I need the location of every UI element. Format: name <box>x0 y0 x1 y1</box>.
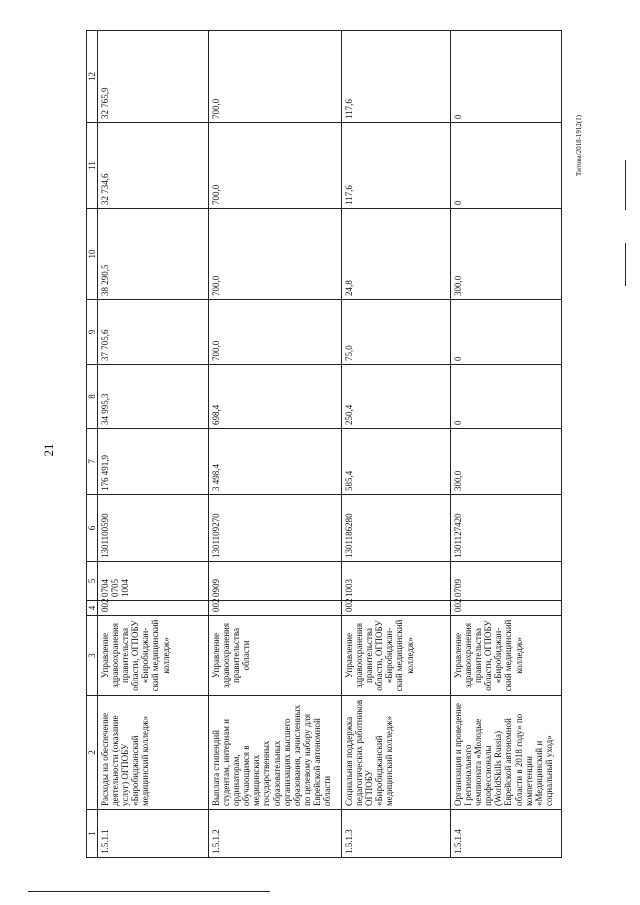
row-year-value: 250,4 <box>342 365 451 429</box>
header-cell: 7 <box>87 429 98 495</box>
row-rzpr <box>342 562 451 601</box>
row-name: Выплата стипендий студентам, интернам и ординаторам, обучающимся в медицинских государственных образовательных организациях высшего образования, зачисленных по целевому набору для Еврейской автономной области <box>209 696 342 810</box>
rzpr-code: 1004 <box>120 579 131 597</box>
header-cell: 10 <box>87 209 98 300</box>
row-number: 1.5.1.1 <box>98 810 209 858</box>
row-year-value: 700,0 <box>209 300 342 365</box>
header-cell: 3 <box>87 616 98 696</box>
row-year-value: 117,6 <box>342 123 451 209</box>
row-rzpr <box>451 562 562 601</box>
row-csr: 1301109270 <box>209 495 342 562</box>
row-year-value: 32 734,6 <box>98 123 209 209</box>
table-row <box>98 31 209 858</box>
table-row <box>342 31 451 858</box>
row-number: 1.5.1.3 <box>342 810 451 858</box>
row-number: 1.5.1.2 <box>209 810 342 858</box>
table-header-row <box>87 31 98 858</box>
rzpr-code: 1003 <box>344 579 355 597</box>
row-year-value: 75,0 <box>342 300 451 365</box>
row-name: Социальная поддержка педагогических работников ОГПОБУ «Биробиджанский медицинский колледж» <box>342 696 451 810</box>
header-cell: 1 <box>87 810 98 858</box>
header-cell: 11 <box>87 123 98 209</box>
row-grbs: 002 <box>98 601 209 616</box>
row-name: Организация и проведение I регионального чемпионата «Молодые профессионалы (WorldSkills Russia) Еврейской автономной области в 2018 году» по компетенции «Медицинский и социальный уход» <box>451 696 562 810</box>
table-frame <box>86 35 554 858</box>
page-number: 21 <box>41 443 56 457</box>
row-grbs: 002 <box>342 601 451 616</box>
footnote-rule <box>28 891 270 892</box>
row-total: 176 491,9 <box>98 429 209 495</box>
budget-table <box>86 30 562 858</box>
row-year-value: 0 <box>451 300 562 365</box>
header-cell: 12 <box>87 31 98 123</box>
header-cell: 6 <box>87 495 98 562</box>
row-csr: 1301100590 <box>98 495 209 562</box>
row-total: 3 498,4 <box>209 429 342 495</box>
row-csr: 1301127420 <box>451 495 562 562</box>
document-stamp: Титова/2018-1912(1) <box>575 114 583 176</box>
row-year-value: 700,0 <box>209 123 342 209</box>
header-cell: 4 <box>87 601 98 616</box>
row-grbs: 002 <box>451 601 562 616</box>
header-cell: 9 <box>87 300 98 365</box>
rotated-table-container <box>86 35 554 858</box>
row-name: Расходы на обеспечение деятельности (оказание услуг) ОГПОБУ «Биробиджанский медицинский колледж» <box>98 696 209 810</box>
margin-mark-lower <box>625 243 626 286</box>
rzpr-code: 0909 <box>211 579 222 597</box>
header-cell: 2 <box>87 696 98 810</box>
header-cell: 8 <box>87 365 98 429</box>
table-row <box>451 31 562 858</box>
row-year-value: 24,8 <box>342 209 451 300</box>
rzpr-code: 0705 <box>110 579 121 597</box>
row-year-value: 37 705,6 <box>98 300 209 365</box>
row-year-value: 698,4 <box>209 365 342 429</box>
row-year-value: 0 <box>451 31 562 123</box>
row-rzpr <box>98 562 209 601</box>
row-grbs: 002 <box>209 601 342 616</box>
row-number: 1.5.1.4 <box>451 810 562 858</box>
rzpr-code: 0704 <box>100 579 111 597</box>
row-administrator: Управление здравоохранения правительства области, ОГПОБУ «Биробиджан-ский медицинский колледж» <box>451 616 562 696</box>
row-administrator: Управление здравоохранения правительства области, ОГПОБУ «Биробиджан-ский медицинский колледж» <box>98 616 209 696</box>
row-year-value: 700,0 <box>209 31 342 123</box>
row-total: 300,0 <box>451 429 562 495</box>
margin-mark-upper <box>625 160 626 210</box>
row-rzpr <box>209 562 342 601</box>
row-year-value: 0 <box>451 123 562 209</box>
row-csr: 1301186280 <box>342 495 451 562</box>
row-year-value: 38 290,5 <box>98 209 209 300</box>
row-total: 585,4 <box>342 429 451 495</box>
header-cell: 5 <box>87 562 98 601</box>
row-year-value: 700,0 <box>209 209 342 300</box>
row-year-value: 117,6 <box>342 31 451 123</box>
row-administrator: Управление здравоохранения правительства области <box>209 616 342 696</box>
row-year-value: 32 765,9 <box>98 31 209 123</box>
rzpr-code: 0709 <box>453 579 464 597</box>
row-administrator: Управление здравоохранения правительства области, ОГПОБУ «Биробиджан-ский медицинский колледж» <box>342 616 451 696</box>
table-row <box>209 31 342 858</box>
row-year-value: 34 995,3 <box>98 365 209 429</box>
row-year-value: 300,0 <box>451 209 562 300</box>
row-year-value: 0 <box>451 365 562 429</box>
